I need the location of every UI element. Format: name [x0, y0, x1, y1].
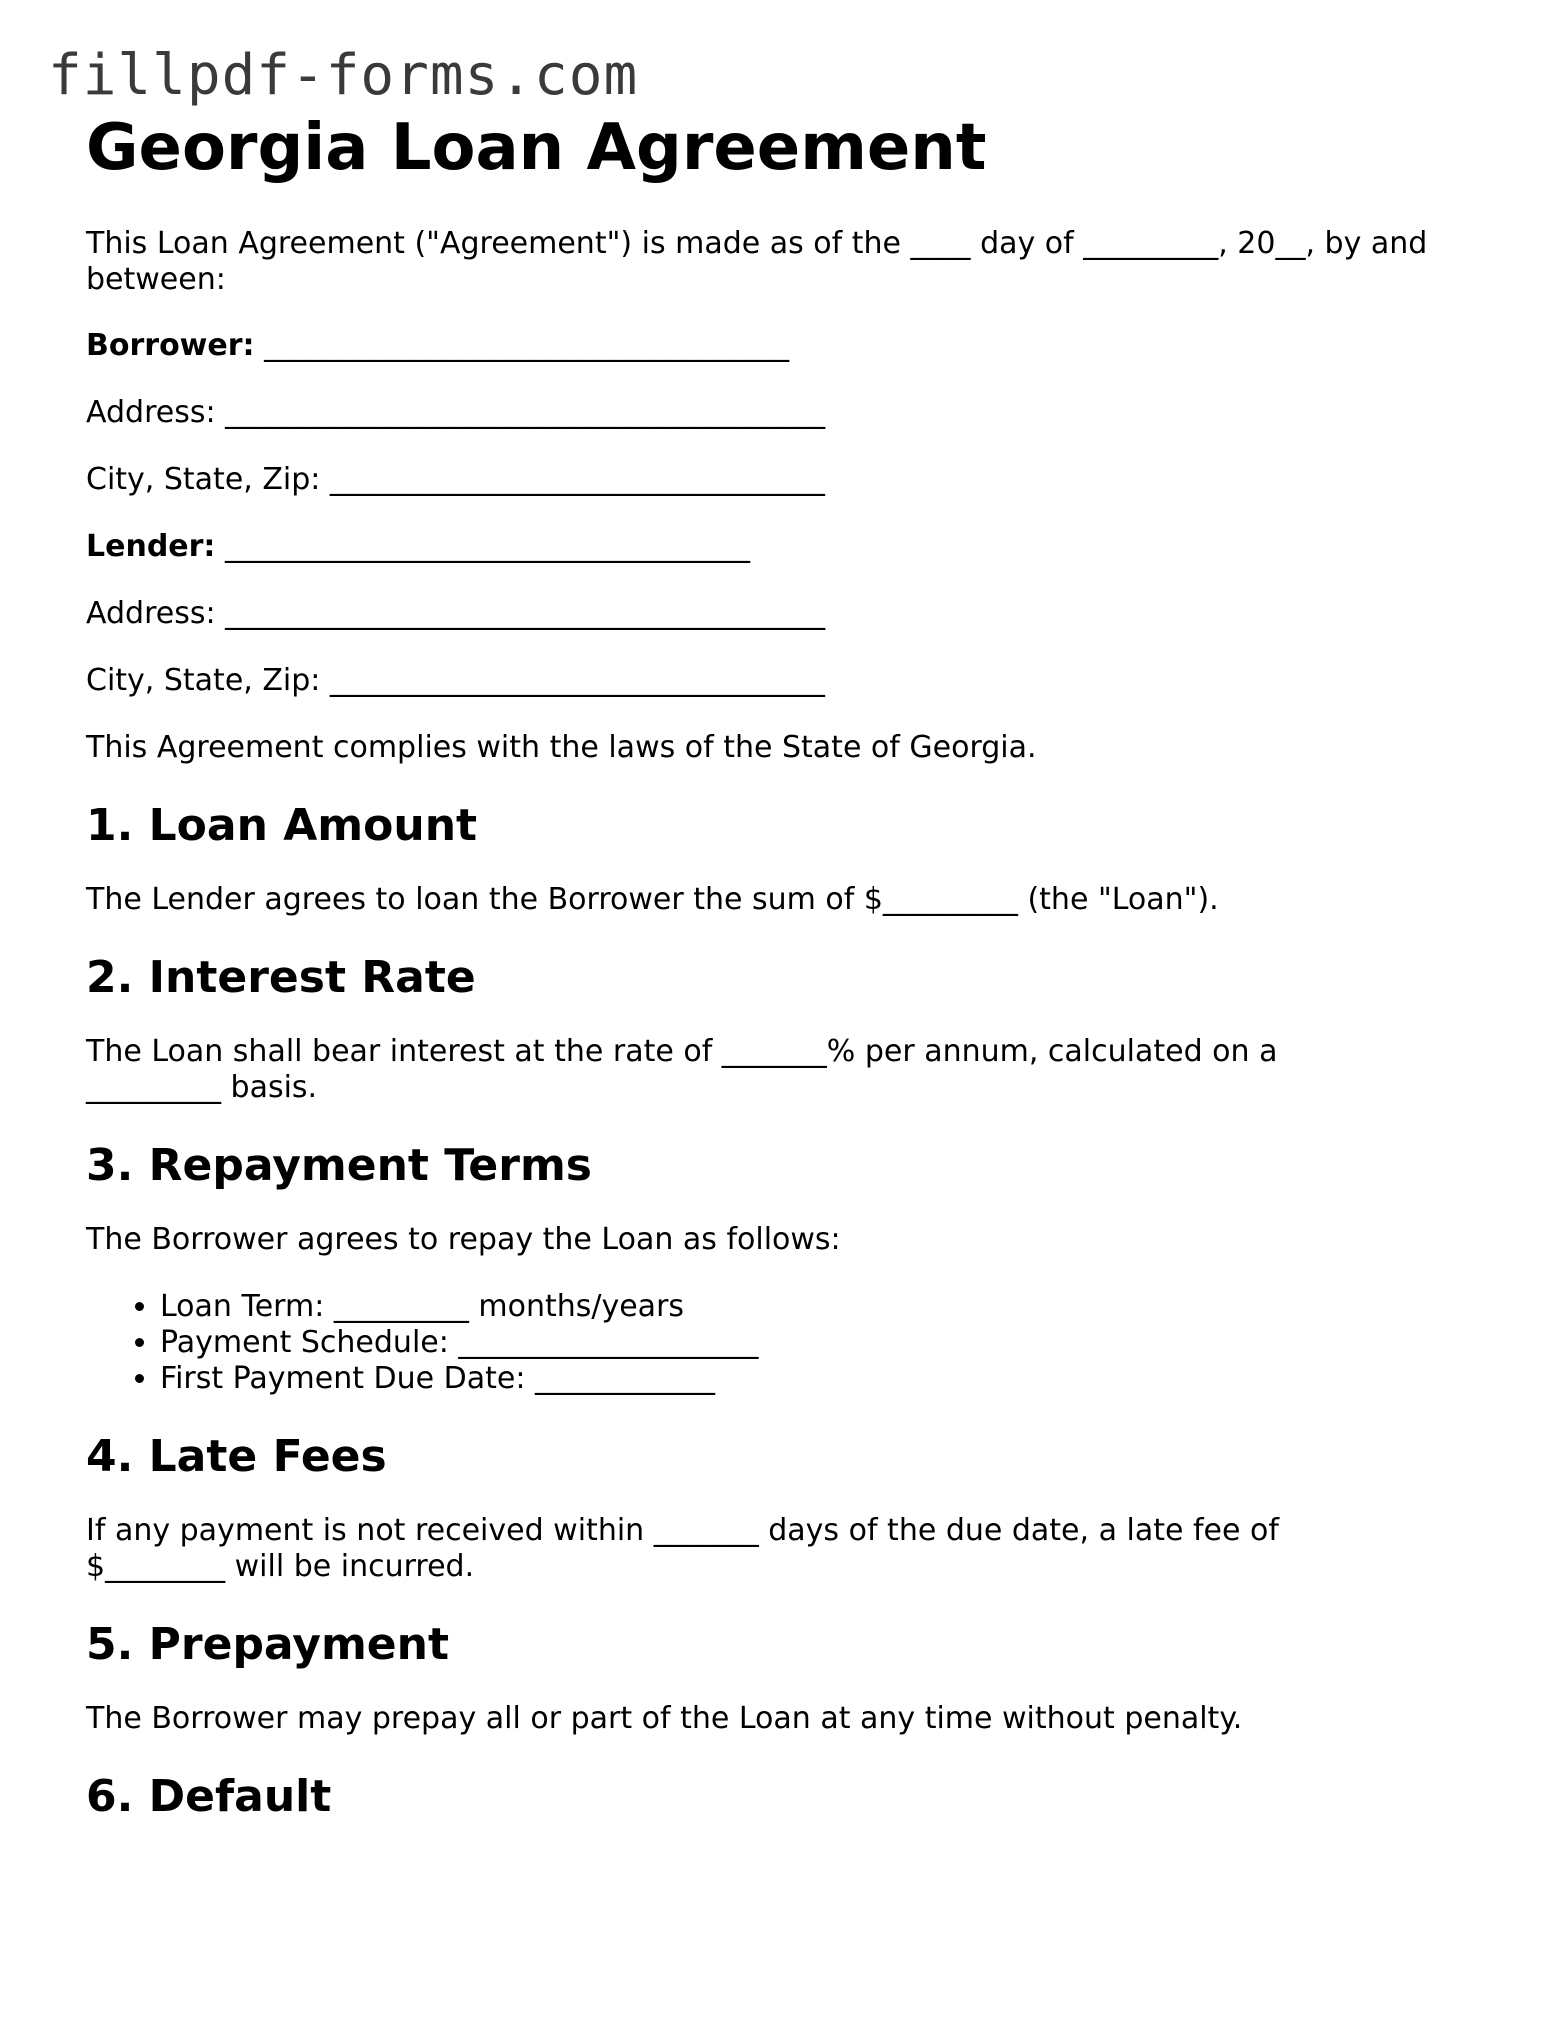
lender-city-line: City, State, Zip: _________________________________ — [86, 663, 825, 698]
section-heading-late-fees: 4. Late Fees — [86, 1431, 387, 1482]
borrower-city-line: City, State, Zip: _________________________________ — [86, 462, 825, 497]
section-heading-interest-rate: 2. Interest Rate — [86, 952, 476, 1003]
list-item-loan-term: • Loan Term: _________ months/years — [160, 1289, 1486, 1325]
section-heading-prepayment: 5. Prepayment — [86, 1619, 449, 1670]
lender-label: Lender: — [86, 529, 216, 564]
compliance-paragraph: This Agreement complies with the laws of the State of Georgia. — [86, 730, 1037, 765]
section-heading-repayment-terms: 3. Repayment Terms — [86, 1140, 592, 1191]
document-title: Georgia Loan Agreement — [86, 111, 987, 185]
borrower-address-line: Address: ________________________________________ — [86, 395, 826, 430]
list-item-first-payment-date: • First Payment Due Date: ____________ — [160, 1361, 1486, 1397]
lender-address-line: Address: ________________________________________ — [86, 596, 826, 631]
borrower-line — [86, 328, 1486, 364]
section-text-interest-rate: The Loan shall bear interest at the rate of _______% per annum, calculated on a _________ basis. — [86, 1034, 1278, 1105]
borrower-label: Borrower: — [86, 328, 255, 363]
lender-blank: ___________________________________ — [215, 529, 750, 564]
section-heading-default: 6. Default — [86, 1771, 332, 1822]
section-text-late-fees: If any payment is not received within _______ days of the due date, a late fee of $________ will be incurred. — [86, 1513, 1279, 1584]
document-body — [86, 108, 1486, 1823]
repayment-terms-list — [86, 1289, 1486, 1397]
section-text-loan-amount: The Lender agrees to loan the Borrower the sum of $_________ (the "Loan"). — [86, 882, 1219, 917]
section-text-repayment-terms: The Borrower agrees to repay the Loan as follows: — [86, 1222, 841, 1257]
section-text-prepayment: The Borrower may prepay all or part of the Loan at any time without penalty. — [86, 1701, 1243, 1736]
watermark: fillpdf-forms.com — [48, 43, 639, 108]
intro-paragraph: This Loan Agreement ("Agreement") is made as of the ____ day of _________, 20__, by and between: — [86, 226, 1428, 297]
list-item-payment-schedule: • Payment Schedule: ____________________ — [160, 1325, 1486, 1361]
lender-line — [86, 529, 1486, 565]
section-heading-loan-amount: 1. Loan Amount — [86, 800, 478, 851]
borrower-blank: ___________________________________ — [254, 328, 790, 363]
